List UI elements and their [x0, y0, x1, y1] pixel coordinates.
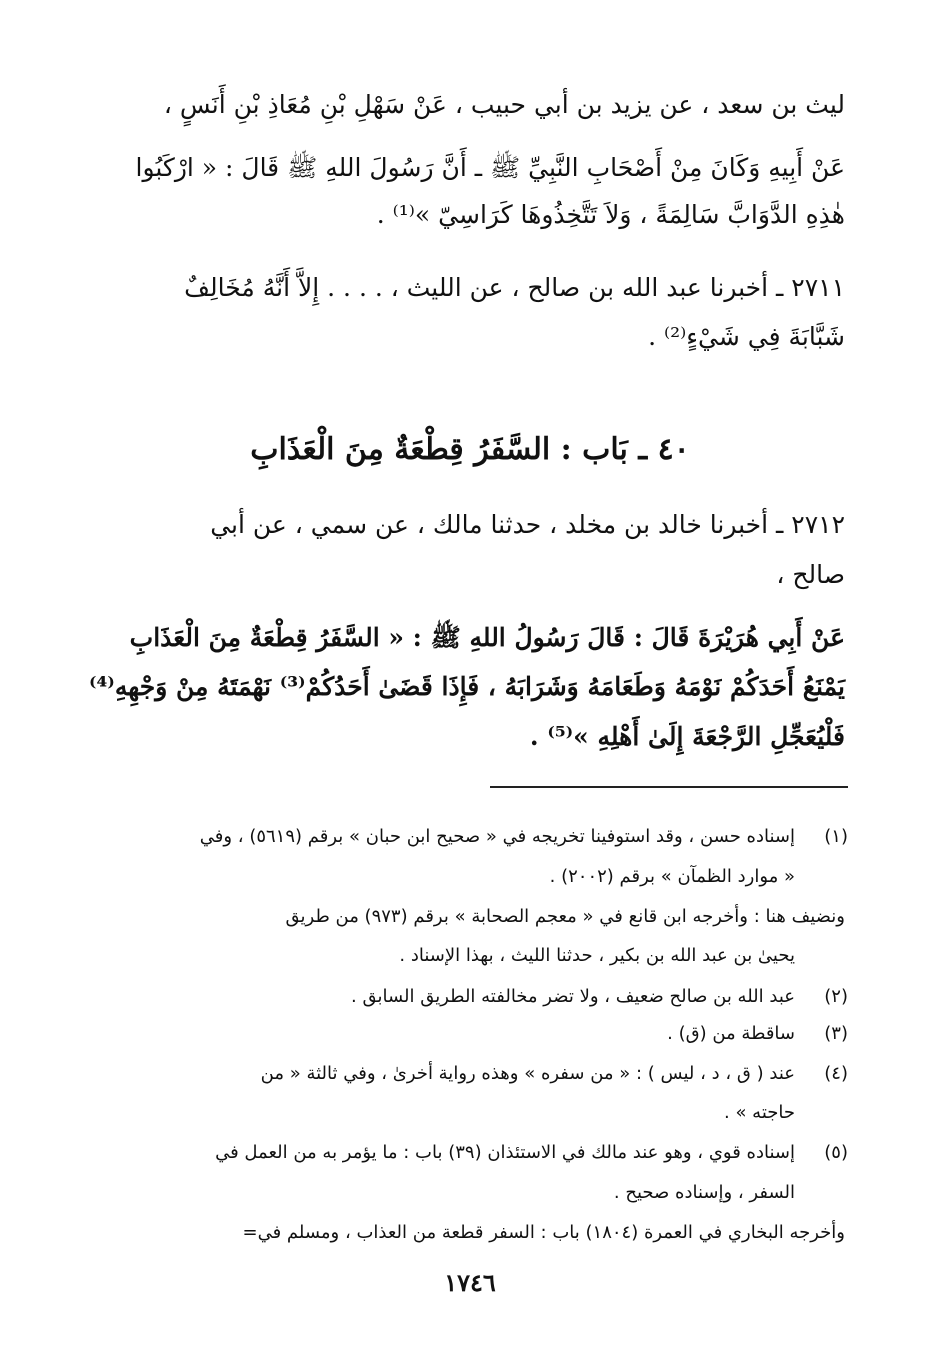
footnote-5-line-3: وأخرجه البخاري في العمرة (١٨٠٤) باب : السفر قطعة من العذاب ، ومسلم في= — [242, 1222, 845, 1243]
hadith-2712-line-1: ٢٧١٢ ـ أخبرنا خالد بن مخلد ، حدثنا مالك ، عن سمي ، عن أبي — [210, 510, 845, 539]
hadith-2710-line-2: عَنْ أَبِيهِ وَكَانَ مِنْ أَصْحَابِ النَّبِيِّ ﷺ ـ أَنَّ رَسُولَ اللهِ ﷺ قَالَ : « ارْكَبُوا — [135, 153, 845, 182]
hadith-2712-line-4: يَمْنَعُ أَحَدَكُمْ نَوْمَهُ وَطَعَامَهُ وَشَرَابَهُ ، فَإِذَا قَضَىٰ أَحَدُكُمْ⁽³⁾ نَهْمَتَهُ مِنْ وَجْهِهِ⁽⁴⁾ — [89, 672, 845, 701]
footnote-divider — [490, 786, 848, 788]
footnote-5-line-1: إسناده قوي ، وهو عند مالك في الاستئذان (٣٩) باب : ما يؤمر به من العمل في — [215, 1142, 795, 1163]
hadith-2712-line-5: فَلْيُعَجِّلِ الرَّجْعَةَ إِلَىٰ أَهْلِهِ »⁽⁵⁾ . — [529, 722, 845, 751]
footnote-1-line-2: « موارد الظمآن » برقم (٢٠٠٢) . — [549, 866, 795, 887]
footnote-1-line-1: إسناده حسن ، وقد استوفينا تخريجه في « صحيح ابن حبان » برقم (٥٦١٩) ، وفي — [199, 826, 795, 847]
footnote-1-line-3: ونضيف هنا : وأخرجه ابن قانع في « معجم الصحابة » برقم (٩٧٣) من طريق — [285, 906, 845, 927]
footnote-5-marker: (٥) — [824, 1142, 848, 1163]
footnote-2-marker: (٢) — [824, 986, 848, 1007]
hadith-2712-line-3: عَنْ أَبِي هُرَيْرَةَ قَالَ : قَالَ رَسُولُ اللهِ ﷺ : « السَّفَرُ قِطْعَةٌ مِنَ الْعَذَابِ — [129, 623, 845, 652]
hadith-2711-line-1: ٢٧١١ ـ أخبرنا عبد الله بن صالح ، عن الليث ، . . . . إِلاَّ أَنَّهُ مُخَالِفٌ — [184, 273, 845, 302]
hadith-2712-line-2: صالح ، — [776, 560, 845, 589]
footnote-4-line-2: حاجته » . — [724, 1102, 795, 1123]
hadith-2711-line-2: شَبَّابَةَ فِي شَيْءٍ⁽²⁾ . — [648, 322, 845, 351]
footnote-3-marker: (٣) — [824, 1023, 848, 1044]
footnote-4-line-1: عند ( ق ، د ، ليس ) : « من سفره » وهذه رواية أخرىٰ ، وفي ثالثة « من — [260, 1063, 795, 1084]
hadith-2710-line-1: ليث بن سعد ، عن يزيد بن أبي حبيب ، عَنْ سَهْلِ بْنِ مُعَاذِ بْنِ أَنَسٍ ، — [163, 90, 845, 119]
footnote-4-marker: (٤) — [824, 1063, 848, 1084]
footnote-2-line-1: عبد الله بن صالح ضعيف ، ولا تضر مخالفته الطريق السابق . — [351, 986, 795, 1007]
footnote-5-line-2: السفر ، وإسناده صحيح . — [613, 1182, 795, 1203]
footnote-3-line-1: ساقطة من (ق) . — [667, 1023, 795, 1044]
footnote-1-line-4: يحيىٰ بن عبد الله بن بكير ، حدثنا الليث ، بهذا الإسناد . — [399, 945, 795, 966]
page-number: ١٧٤٦ — [444, 1268, 496, 1297]
hadith-2710-line-3: هٰذِهِ الدَّوَابَّ سَالِمَةً ، وَلاَ تَتَّخِذُوهَا كَرَاسِيّ »⁽¹⁾ . — [376, 200, 845, 229]
footnote-1-marker: (١) — [824, 826, 848, 847]
chapter-heading: ٤٠ ـ بَاب : السَّفَرُ قِطْعَةٌ مِنَ الْعَذَابِ — [250, 432, 690, 467]
